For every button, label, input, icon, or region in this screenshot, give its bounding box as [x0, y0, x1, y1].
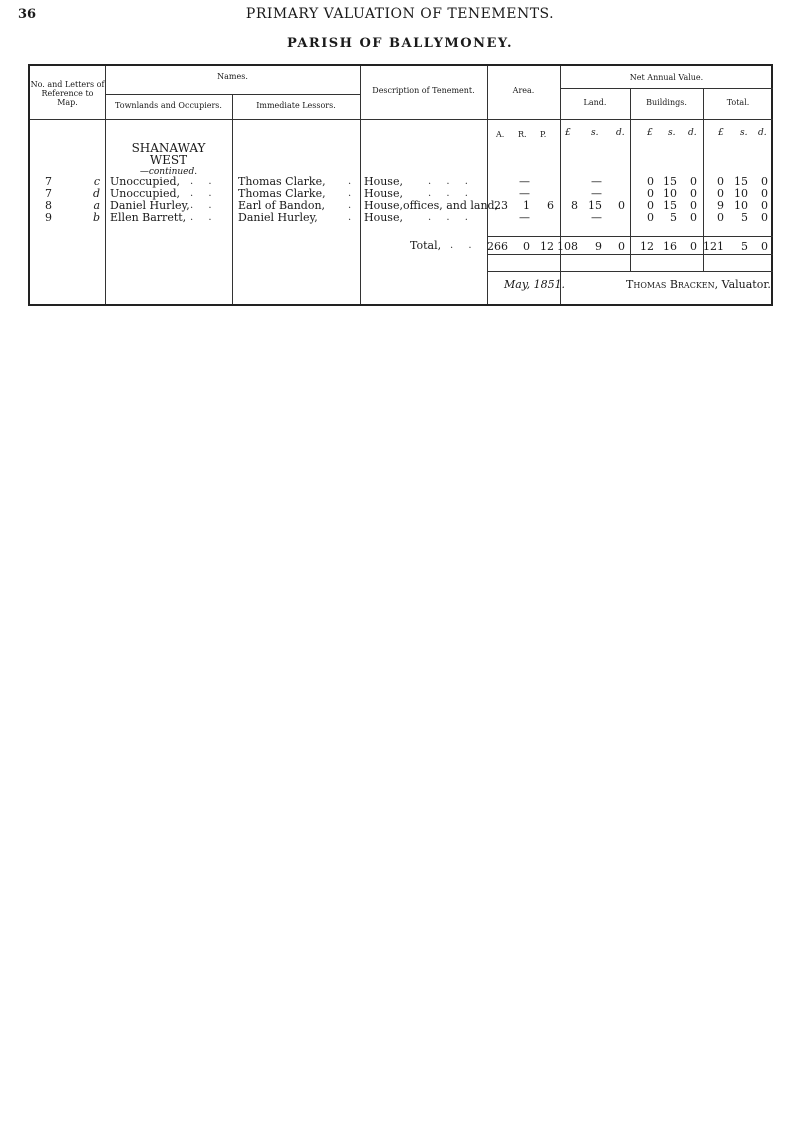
- total-land-pounds: 108: [557, 240, 578, 253]
- lessor-leader: .: [348, 176, 358, 187]
- townland-name-line2: WEST: [149, 153, 188, 167]
- unit-perches: P.: [540, 130, 547, 139]
- row-buildings-pence: 0: [690, 187, 697, 200]
- total-area-acres: 266: [487, 240, 508, 253]
- unit-roods: R.: [518, 130, 527, 139]
- lessor-leader: .: [348, 212, 358, 223]
- townland-continued: —continued.: [139, 167, 198, 177]
- header-description: Description of Tenement.: [372, 86, 475, 95]
- unit-buildings-pence: d.: [688, 128, 697, 138]
- row-buildings-shillings: 10: [663, 187, 677, 200]
- header-names: Names.: [217, 72, 248, 81]
- row-total-pounds: 0: [717, 187, 724, 200]
- row-occupier: Daniel Hurley,: [110, 199, 190, 212]
- total-land-shillings: 9: [595, 240, 602, 253]
- totals-top-rule: [487, 236, 773, 237]
- row-land-shillings: —: [591, 211, 602, 224]
- header-land: Land.: [583, 98, 607, 107]
- row-ref-number: 9: [45, 211, 52, 224]
- row-buildings-pounds: 0: [647, 199, 654, 212]
- row-area-perches: 6: [547, 199, 554, 212]
- row-buildings-pounds: 0: [647, 187, 654, 200]
- occupier-leader: . .: [190, 176, 218, 187]
- unit-buildings-shillings: s.: [668, 128, 676, 138]
- unit-acres: A.: [496, 130, 505, 139]
- row-area-acres: 23: [494, 199, 508, 212]
- col-rule-description: [487, 66, 488, 304]
- unit-land-pence: d.: [616, 128, 625, 138]
- row-description: House,: [364, 211, 403, 224]
- header-net-annual-value: Net Annual Value.: [629, 73, 704, 82]
- row-total-shillings: 10: [734, 199, 748, 212]
- header-total: Total.: [726, 98, 750, 107]
- unit-total-pence: d.: [758, 128, 767, 138]
- row-area-roods: —: [519, 211, 530, 224]
- townland-name: SHANAWAY: [131, 141, 206, 155]
- row-land-shillings: 15: [588, 199, 602, 212]
- totals-leader: . .: [450, 240, 478, 251]
- nav-subheader-rule: [560, 88, 773, 89]
- row-ref-number: 8: [45, 199, 52, 212]
- description-leader: . . .: [428, 188, 474, 199]
- names-subheader-rule: [105, 94, 360, 95]
- row-land-shillings: —: [591, 175, 602, 188]
- row-description: House,offices, and land,: [364, 199, 499, 212]
- row-occupier: Ellen Barrett,: [110, 211, 187, 224]
- row-area-roods: —: [519, 175, 530, 188]
- lessor-leader: .: [348, 200, 358, 211]
- col-rule-occupiers: [232, 94, 233, 304]
- row-total-shillings: 15: [734, 175, 748, 188]
- row-total-pence: 0: [761, 211, 768, 224]
- total-area-perches: 12: [540, 240, 554, 253]
- total-total-shillings: 5: [741, 240, 748, 253]
- row-total-pounds: 0: [717, 175, 724, 188]
- row-buildings-pounds: 0: [647, 211, 654, 224]
- header-buildings: Buildings.: [646, 98, 687, 107]
- row-ref-number: 7: [45, 187, 52, 200]
- description-leader: . . .: [428, 176, 474, 187]
- page-number: 36: [18, 7, 37, 22]
- total-area-roods: 0: [523, 240, 530, 253]
- totals-bottom-rule: [487, 254, 773, 255]
- row-occupier: Unoccupied,: [110, 187, 180, 200]
- row-ref-letter: d: [92, 187, 100, 200]
- occupier-leader: . .: [190, 188, 218, 199]
- col-rule-lessors: [360, 66, 361, 304]
- valuator-name: Thomas Bracken: [626, 278, 715, 291]
- row-ref-letter: c: [93, 175, 100, 188]
- row-buildings-shillings: 15: [663, 199, 677, 212]
- row-ref-letter: b: [92, 211, 100, 224]
- description-leader: . . .: [428, 212, 474, 223]
- row-buildings-pence: 0: [690, 211, 697, 224]
- row-ref-number: 7: [45, 175, 52, 188]
- row-total-shillings: 5: [741, 211, 748, 224]
- row-description: House,: [364, 175, 403, 188]
- unit-buildings-pounds: £: [647, 128, 653, 138]
- row-total-pence: 0: [761, 187, 768, 200]
- row-lessor: Earl of Bandon,: [238, 199, 326, 212]
- total-buildings-pence: 0: [690, 240, 697, 253]
- header-lessors: Immediate Lessors.: [256, 101, 336, 110]
- occupier-leader: . .: [190, 200, 218, 211]
- unit-total-pounds: £: [718, 128, 724, 138]
- row-total-shillings: 10: [734, 187, 748, 200]
- total-total-pence: 0: [761, 240, 768, 253]
- row-buildings-pounds: 0: [647, 175, 654, 188]
- totals-label: Total,: [410, 239, 442, 252]
- page-title: PRIMARY VALUATION OF TENEMENTS.: [245, 6, 555, 22]
- footer-top-rule: [487, 271, 773, 272]
- row-total-pence: 0: [761, 175, 768, 188]
- row-land-shillings: —: [591, 187, 602, 200]
- parish-title: PARISH OF BALLYMONEY.: [286, 36, 514, 51]
- row-total-pence: 0: [761, 199, 768, 212]
- footer-date: May, 1851.: [504, 278, 566, 291]
- row-area-roods: 1: [523, 199, 530, 212]
- row-buildings-pence: 0: [690, 175, 697, 188]
- row-lessor: Thomas Clarke,: [238, 175, 326, 188]
- header-area: Area.: [512, 86, 535, 95]
- valuation-table: [28, 64, 773, 306]
- header-townlands: Townlands and Occupiers.: [115, 101, 222, 110]
- unit-land-shillings: s.: [591, 128, 599, 138]
- total-land-pence: 0: [618, 240, 625, 253]
- row-lessor: Daniel Hurley,: [238, 211, 318, 224]
- row-occupier: Unoccupied,: [110, 175, 180, 188]
- row-land-pence: 0: [618, 199, 625, 212]
- row-ref-letter: a: [93, 199, 100, 212]
- row-area-roods: —: [519, 187, 530, 200]
- row-total-pounds: 0: [717, 211, 724, 224]
- row-description: House,: [364, 187, 403, 200]
- footer-valuator: [626, 279, 771, 291]
- row-total-pounds: 9: [717, 199, 724, 212]
- total-buildings-pounds: 12: [640, 240, 654, 253]
- row-buildings-shillings: 15: [663, 175, 677, 188]
- row-buildings-shillings: 5: [670, 211, 677, 224]
- valuator-role: , Valuator.: [714, 278, 771, 291]
- total-buildings-shillings: 16: [663, 240, 677, 253]
- unit-land-pounds: £: [565, 128, 571, 138]
- row-land-pounds: 8: [571, 199, 578, 212]
- row-lessor: Thomas Clarke,: [238, 187, 326, 200]
- unit-total-shillings: s.: [740, 128, 748, 138]
- total-total-pounds: 121: [703, 240, 724, 253]
- occupier-leader: . .: [190, 212, 218, 223]
- lessor-leader: .: [348, 188, 358, 199]
- col-rule-land: [630, 88, 631, 271]
- header-ref: No. and Letters of Reference to Map.: [30, 80, 105, 107]
- row-buildings-pence: 0: [690, 199, 697, 212]
- header-bottom-rule: [30, 119, 773, 120]
